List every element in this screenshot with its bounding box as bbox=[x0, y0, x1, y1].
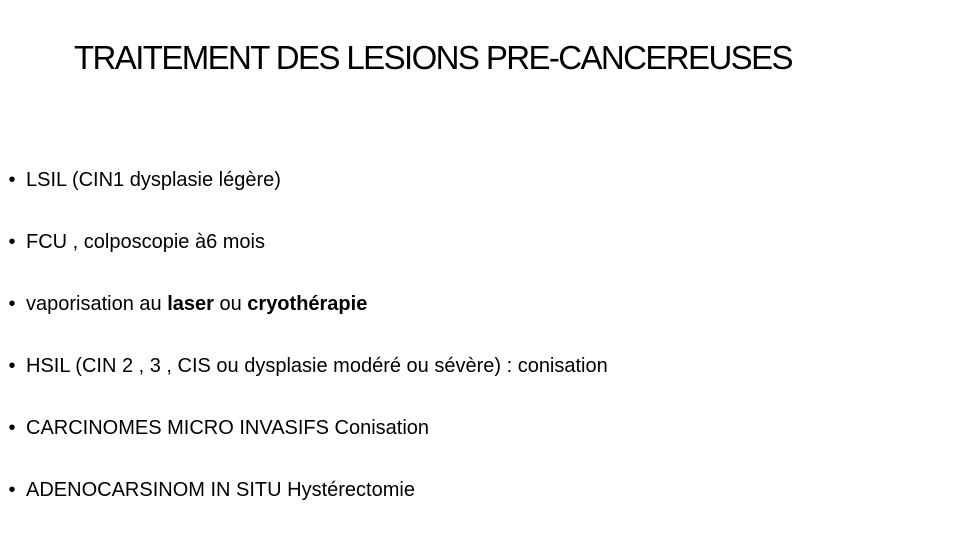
bullet-icon: • bbox=[8, 417, 16, 439]
bullet-icon: • bbox=[8, 479, 16, 501]
bullet-icon: • bbox=[8, 355, 16, 377]
bullet-icon: • bbox=[8, 169, 16, 191]
bullet-text: CARCINOMES MICRO INVASIFS Conisation bbox=[26, 417, 430, 439]
bullet-text-bold-laser: laser bbox=[167, 293, 214, 315]
bullet-text bbox=[26, 292, 367, 316]
bullet-icon: • bbox=[8, 231, 16, 253]
bullet-text-plain: ou bbox=[213, 293, 248, 315]
bullet-text-plain: vaporisation au bbox=[26, 293, 168, 315]
bullet-text: ADENOCARSINOM IN SITU Hystérectomie bbox=[26, 479, 415, 501]
bullet-text: HSIL (CIN 2 , 3 , CIS ou dysplasie modéré ou sévère) : conisation bbox=[26, 355, 608, 377]
slide-title: TRAITEMENT DES LESIONS PRE-CANCEREUSES bbox=[74, 39, 792, 76]
bullet-text-bold-cryotherapie: cryothérapie bbox=[247, 293, 368, 315]
bullet-icon: • bbox=[8, 293, 16, 315]
bullet-text: FCU , colposcopie à6 mois bbox=[26, 231, 265, 253]
bullet-text: LSIL (CIN1 dysplasie légère) bbox=[26, 169, 281, 191]
